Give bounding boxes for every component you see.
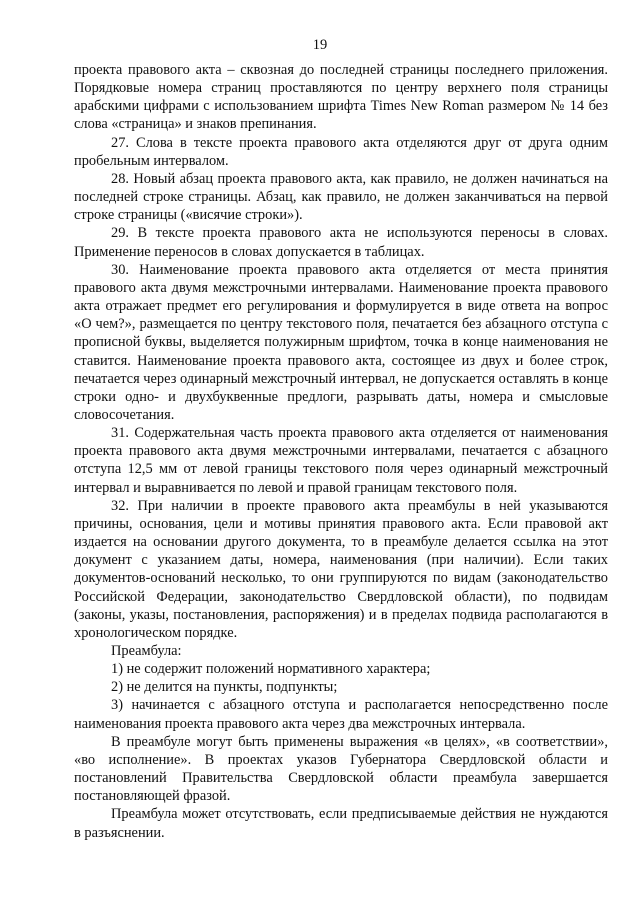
paragraph-preamble-absent: Преамбула может отсутствовать, если предписываемые действия не нуждаются в разъяснении. xyxy=(74,806,608,841)
page-number: 19 xyxy=(312,37,328,53)
paragraph-preamble-expressions: В преамбуле могут быть применены выражения «в целях», «в соответствии», «во исполнение». В проектах указов Губернатора Свердловской области и постановлений Правительства Свердловской области преамбула завершается постановляющей фразой. xyxy=(74,733,608,805)
list-item-preamble-3: 3) начинается с абзацного отступа и располагается непосредственно после наименования проекта правового акта через два межстрочных интервала. xyxy=(74,697,608,732)
paragraph-item-31: 31. Содержательная часть проекта правового акта отделяется от наименования проекта правового акта двумя межстрочными интервалами, печатается с абзацного отступа 12,5 мм от левой границы текстового поля через одинарный межстрочный интервал и выравнивается по левой и правой границам текстового поля. xyxy=(74,425,608,496)
paragraph-item-29: 29. В тексте проекта правового акта не используются переносы в словах. Применение переносов в словах допускается в таблицах. xyxy=(74,225,608,260)
paragraph-item-32: 32. При наличии в проекте правового акта преамбулы в ней указываются причины, основания, цели и мотивы принятия правового акта. Если правовой акт издается на основании другого документа, то в преамбуле делается ссылка на этот документ с указанием даты, номера, наименования (при наличии). Если таких документов-оснований несколько, то они группируются по видам (законодательство Российской Федерации, законодательство Свердловской области), по подвидам (законы, указы, постановления, распоряжения) и в пределах подвида располагаются в хронологическом порядке. xyxy=(74,497,608,641)
paragraph-continuation: проекта правового акта – сквозная до последней страницы последнего приложения. Порядковые номера страниц проставляются по центру верхнего поля страницы арабскими цифрами с использованием шрифта Times New Roman размером № 14 без слова «страница» и знаков препинания. xyxy=(74,62,608,133)
paragraph-preamble-heading: Преамбула: xyxy=(111,643,182,659)
paragraph-item-28: 28. Новый абзац проекта правового акта, как правило, не должен начинаться на последней строке страницы. Абзац, как правило, не должен заканчиваться на первой строке страницы («висячие строки»). xyxy=(74,170,608,224)
list-item-preamble-1: 1) не содержит положений нормативного характера; xyxy=(111,661,431,678)
document-body xyxy=(74,61,608,842)
paragraph-item-27: 27. Слова в тексте проекта правового акта отделяются друг от друга одним пробельным интервалом. xyxy=(74,134,608,169)
list-item-preamble-2: 2) не делится на пункты, подпункты; xyxy=(111,679,338,696)
paragraph-item-30: 30. Наименование проекта правового акта отделяется от места принятия правового акта двумя межстрочными интервалами. Наименование проекта правового акта отражает предмет его регулирования и формулируется в виде ответа на вопрос «О чем?», размещается по центру текстового поля, печатается без абзацного отступа с прописной буквы, выделяется полужирным шрифтом, точка в конце наименования не ставится. Наименование проекта правового акта, состоящее из двух и более строк, печатается через одинарный межстрочный интервал, не допускается оставлять в конце строки одно- и двухбуквенные предлоги, разрывать даты, номера и смысловые словосочетания. xyxy=(74,261,608,423)
